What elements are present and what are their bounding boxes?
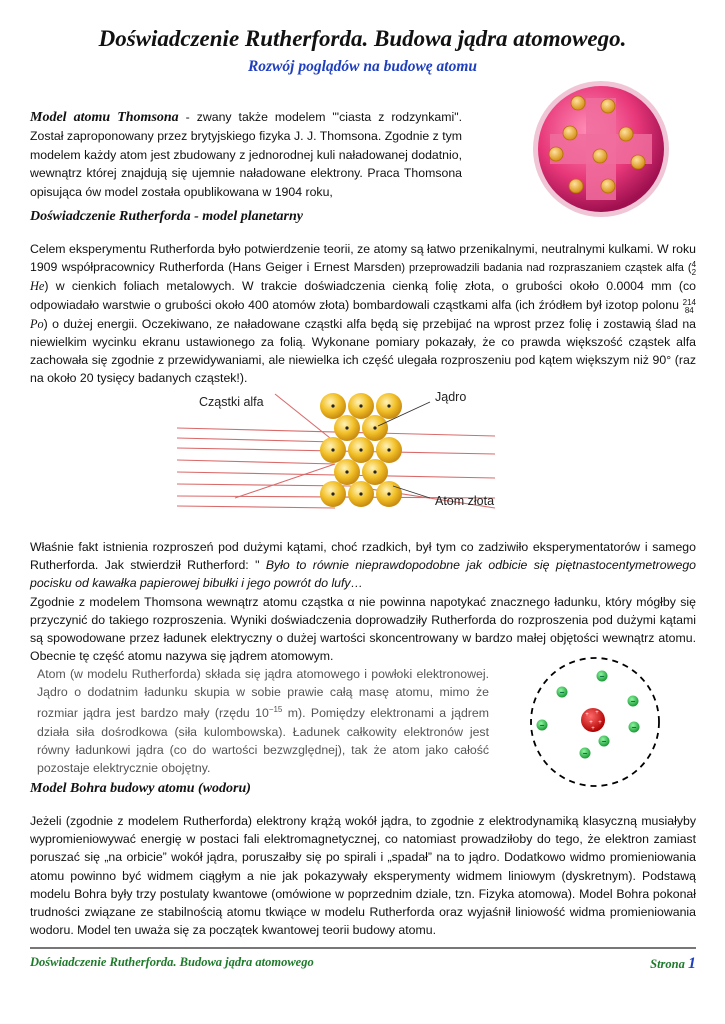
svg-text:+: + — [585, 712, 589, 718]
svg-text:−: − — [559, 688, 565, 697]
label-nucleus: Jądro — [435, 390, 467, 404]
svg-text:−: − — [599, 672, 605, 681]
page-number: Strona 1 — [650, 955, 696, 972]
svg-text:−: − — [630, 697, 636, 706]
label-alpha-particles: Cząstki alfa — [199, 395, 264, 409]
page-title: Doświadczenie Rutherforda. Budowa jądra atomowego. — [98, 26, 627, 51]
thomson-paragraph — [30, 108, 462, 201]
gold-foil-diagram — [175, 386, 510, 524]
svg-text:−: − — [539, 721, 545, 730]
rutherford-atom-model — [525, 652, 665, 792]
thomson-model-image — [528, 76, 674, 222]
svg-text:−: − — [631, 723, 637, 732]
footer-title: Doświadczenie Rutherforda. Budowa jądra atomowego — [30, 955, 314, 969]
svg-text:+: + — [589, 720, 593, 726]
thomson-term: Model atomu Thomsona — [30, 110, 179, 125]
rutherford-quote: Było to równie nieprawdopodobne jak odbicie się piętnastocentymetrowego pocisku od kawałka papierowej bibułki i jego powrót do lufy… — [30, 558, 696, 591]
bohr-heading: Model Bohra budowy atomu (wodoru) — [30, 781, 251, 796]
footer-divider — [30, 947, 696, 949]
page-subtitle: Rozwój poglądów na budowę atomu — [247, 58, 478, 75]
bohr-paragraph: Jeżeli (zgodnie z modelem Rutherforda) elektrony krążą wokół jądra, to zgodnie z elektrodynamiką klasyczną musiałyby wypromieniowywać energię w postaci fali elektromagnetycznej, co natomiast prowadziłoby do tego, że elektron zamiast poruszać się „na orbicie” wokół jądra, poruszałby się po spirali i „spadał” na to jądro. Dodatkowo widmo promieniowania atomu powinno być widmem ciągłym a nie jak pokazywały eksperymenty widmem liniowym (dyskretnym). Podstawą modelu Bohra były trzy postulaty kwantowe (omówione w poprzednim dziale, tzn. Fizyka atomowa). Model Bohra pokonał trudności związane ze stabilnością atomu tkwiące w modelu Rutherforda oraz wyjaśnił liniowość widma promieniowania wodoru. Model ten uważa się za początek kwantowej teorii budowy atomu. — [30, 814, 696, 938]
svg-text:+: + — [591, 726, 595, 732]
atom-paragraph: Atom (w modelu Rutherforda) składa się jądra atomowego i powłoki elektronowej. Jądro o dodatnim ładunku skupia w sobie prawie całą masę atomu, mimo że rozmiar jądra jest bardzo mały (rzędu $10^{-15}$ m). Pomiędzy elektronami a jądrem działa siła dośrodkowa (siła kulombowska). Ładunek całkowity elektronów jest równy ładunkowi jądra (co do wartości bezwzględnej), tak że atom jako całość pozostaje elektrycznie obojętny. — [37, 667, 489, 776]
svg-text:−: − — [582, 749, 588, 758]
rutherford-paragraph: Celem eksperymentu Rutherforda było potwierdzenie teorii, ze atomy są łatwo przenikalnymi, neutralnymi kulkami. W roku 1909 współpracownicy Rutherforda (Hans Geiger i Ernest Marsden) przeprowadzili badania nad rozpraszaniem cząstek alfa ( 4 2 He) w cienkich foliach metalowych. W trakcie doświadczenia cienką folię złota, o grubości około 0.0004 mm (co odpowiadało warstwie o grubości około 400 atomów złota) bombardowali cząstkami alfa (ich źródłem był izotop polonu 214 84 Po) o dużej energii. Oczekiwano, ze naładowane cząstki alfa będą się przebijać na wprost przez folię i zostawią ślad na niewielkim wycinku ekranu ustawionego za folią. Wykonane pomiary pokazały, że co prawda większość cząstek alfa zachowała się zgodnie z przewidywaniami, ale niewielka ich część ulegała rozproszeniu pod kątem większym niż 90° (raz na około 20 tysięcy badanych cząstek!). — [30, 242, 697, 386]
svg-text:−: − — [601, 737, 607, 746]
thomson-text: - zwany także modelem "'ciasta z rodzynkami". Został zaproponowany przez brytyjskiego fizyka J. J. Thomsona. Zgodnie z tym modelem każdy atom jest zbudowany z jednorodnej kuli naładowanej dodatnio, wewnątrz której znajdują się ujemnie naładowane elektrony. Praca Thomsona opisująca ów model została opublikowana w 1904 roku, — [30, 110, 462, 199]
svg-text:+: + — [595, 710, 599, 716]
svg-text:+: + — [598, 720, 602, 726]
label-gold-atom: Atom złota — [435, 494, 495, 508]
scattering-paragraph: Właśnie fakt istnienia rozproszeń pod dużymi kątami, choć rzadkich, był tym co zadziwiło eksperymentatorów i samego Rutherforda. Jak stwierdził Rutherford: " Było to równie nieprawdopodobne jak odbicie się piętnastocentymetrowego pocisku od kawałka papierowej bibułki i jego powrót do lufy… Zgodnie z modelem Thomsona wewnątrz atomu cząstka α nie powinna napotykać znacznego ładunku, który mógłby się przyczynić do takiego rozproszenia. Wyniki doświadczenia doprowadziły Rutherforda do rozproszenia pod dużymi kątami są spowodowane przez ładunek elektryczny o dużej wartości skoncentrowany w bardzo małej objętości wewnątrz atomu. Obecnie tę część atomu nazywa się jądrem atomowym. — [30, 540, 696, 664]
rutherford-heading: Doświadczenie Rutherforda - model planetarny — [30, 209, 304, 224]
